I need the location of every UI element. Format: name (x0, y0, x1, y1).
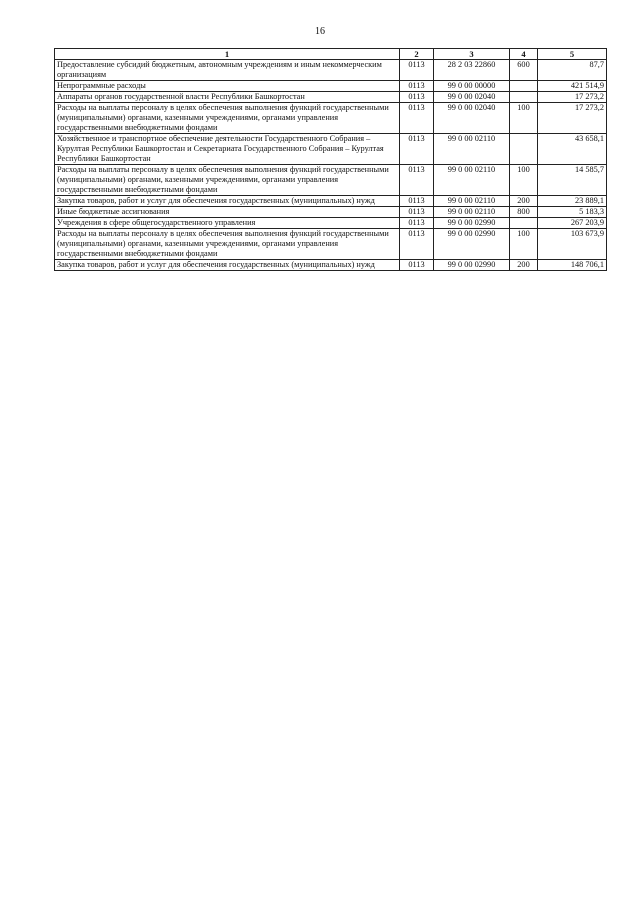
row-code: 99 0 00 02110 (434, 134, 510, 165)
row-amount: 17 273,2 (538, 103, 607, 134)
row-amount: 14 585,7 (538, 165, 607, 196)
table-row (55, 196, 607, 207)
header-col-1: 1 (55, 49, 400, 60)
row-name: Закупка товаров, работ и услуг для обеспечения государственных (муниципальных) нужд (55, 260, 400, 271)
row-type (510, 134, 538, 165)
row-code: 99 0 00 02990 (434, 218, 510, 229)
row-section: 0113 (400, 260, 434, 271)
row-name: Аппараты органов государственной власти Республики Башкортостан (55, 92, 400, 103)
header-col-5: 5 (538, 49, 607, 60)
row-code: 99 0 00 02990 (434, 260, 510, 271)
table-header-row (55, 49, 607, 60)
header-col-4: 4 (510, 49, 538, 60)
row-name: Расходы на выплаты персоналу в целях обеспечения выполнения функций государственными (муниципальными) органами, казенными учреждениями, органами управления государственными внебюджетными фондами (55, 229, 400, 260)
row-amount: 43 658,1 (538, 134, 607, 165)
row-amount: 421 514,9 (538, 81, 607, 92)
row-section: 0113 (400, 165, 434, 196)
table-row (55, 60, 607, 81)
row-amount: 148 706,1 (538, 260, 607, 271)
row-name: Закупка товаров, работ и услуг для обеспечения государственных (муниципальных) нужд (55, 196, 400, 207)
row-code: 99 0 00 02990 (434, 229, 510, 260)
row-section: 0113 (400, 81, 434, 92)
row-amount: 17 273,2 (538, 92, 607, 103)
row-type (510, 218, 538, 229)
budget-table (54, 48, 607, 271)
row-amount: 267 203,9 (538, 218, 607, 229)
row-type: 200 (510, 260, 538, 271)
header-col-2: 2 (400, 49, 434, 60)
row-name: Расходы на выплаты персоналу в целях обеспечения выполнения функций государственными (муниципальными) органами, казенными учреждениями, органами управления государственными внебюджетными фондами (55, 103, 400, 134)
row-type (510, 92, 538, 103)
row-name: Хозяйственное и транспортное обеспечение деятельности Государственного Собрания – Курултая Республики Башкортостан и Секретариата Государственного Собрания – Курултая Республики Башкортостан (55, 134, 400, 165)
row-code: 28 2 03 22860 (434, 60, 510, 81)
row-section: 0113 (400, 207, 434, 218)
table-row (55, 165, 607, 196)
row-name: Учреждения в сфере общегосударственного управления (55, 218, 400, 229)
row-section: 0113 (400, 103, 434, 134)
table-row (55, 92, 607, 103)
row-type: 200 (510, 196, 538, 207)
row-section: 0113 (400, 134, 434, 165)
page-number: 16 (315, 26, 325, 37)
row-type: 100 (510, 165, 538, 196)
row-name: Иные бюджетные ассигнования (55, 207, 400, 218)
row-name: Предоставление субсидий бюджетным, автономным учреждениям и иным некоммерческим организациям (55, 60, 400, 81)
row-code: 99 0 00 02040 (434, 103, 510, 134)
row-name: Непрограммные расходы (55, 81, 400, 92)
table-row (55, 260, 607, 271)
row-amount: 5 183,3 (538, 207, 607, 218)
row-section: 0113 (400, 229, 434, 260)
row-type: 600 (510, 60, 538, 81)
row-section: 0113 (400, 60, 434, 81)
row-section: 0113 (400, 92, 434, 103)
table-row (55, 229, 607, 260)
row-amount: 23 889,1 (538, 196, 607, 207)
header-col-3: 3 (434, 49, 510, 60)
row-type: 100 (510, 229, 538, 260)
row-code: 99 0 00 02040 (434, 92, 510, 103)
table-row (55, 207, 607, 218)
row-code: 99 0 00 02110 (434, 207, 510, 218)
table-row (55, 81, 607, 92)
row-amount: 87,7 (538, 60, 607, 81)
row-code: 99 0 00 02110 (434, 196, 510, 207)
row-type: 800 (510, 207, 538, 218)
table-row (55, 134, 607, 165)
row-name: Расходы на выплаты персоналу в целях обеспечения выполнения функций государственными (муниципальными) органами, казенными учреждениями, органами управления государственными внебюджетными фондами (55, 165, 400, 196)
row-amount: 103 673,9 (538, 229, 607, 260)
table-row (55, 103, 607, 134)
row-section: 0113 (400, 196, 434, 207)
row-type (510, 81, 538, 92)
row-code: 99 0 00 00000 (434, 81, 510, 92)
row-section: 0113 (400, 218, 434, 229)
table-row (55, 218, 607, 229)
row-type: 100 (510, 103, 538, 134)
row-code: 99 0 00 02110 (434, 165, 510, 196)
